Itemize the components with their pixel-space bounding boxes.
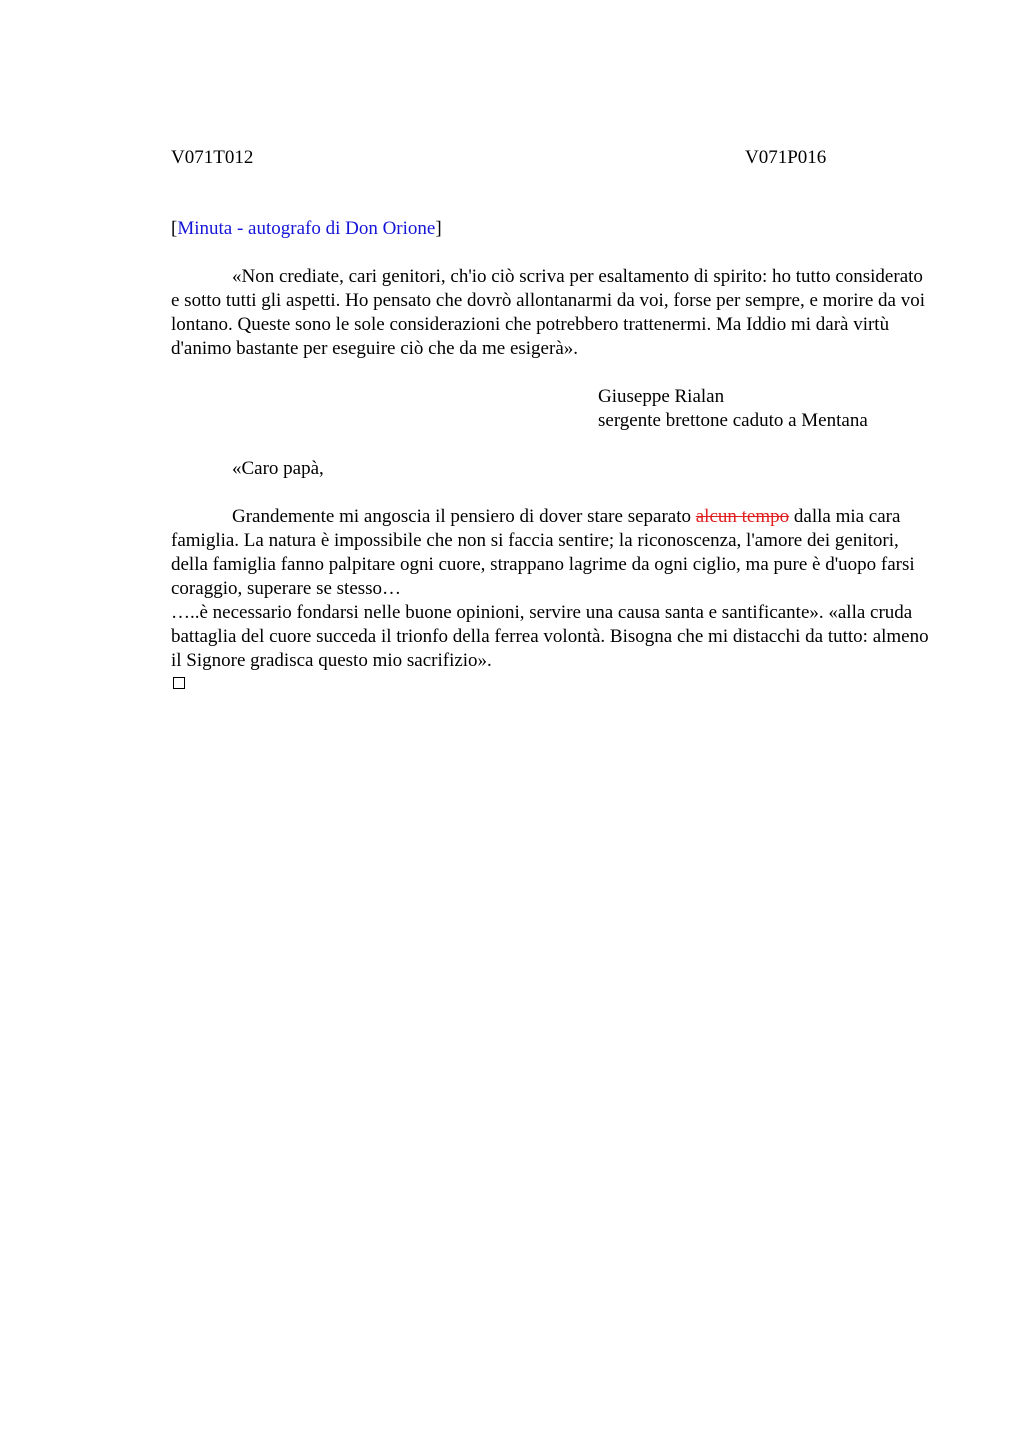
letter-salutation: «Caro papà,: [232, 458, 324, 479]
document-body: [171, 217, 929, 689]
deleted-text: alcun tempo: [695, 506, 790, 527]
quote-paragraph: «Non crediate, cari genitori, ch'io ciò scriva per esaltamento di spirito: ho tutto considerato e sotto tutti gli aspetti. Ho pensato che dovrò allontanarmi da voi, forse per sempre, e morire da voi lontano. Queste sono le sole considerazioni che potrebbero trattenermi. Ma Iddio mi darà virtù d'animo bastante per eseguire ciò che da me esigerà».: [171, 266, 925, 359]
signature-name: Giuseppe Rialan: [598, 386, 725, 407]
document-code-left: V071T012: [171, 147, 254, 168]
signature-role: sergente brettone caduto a Mentana: [598, 410, 868, 431]
letter-continuation: …..è necessario fondarsi nelle buone opinioni, servire una causa santa e santificante». «alla cruda battaglia del cuore succeda il trionfo della ferrea volontà. Bisogna che mi distacchi da tutto: almeno il Signore gradisca questo mio sacrifizio».: [171, 602, 929, 671]
signature-block: [598, 385, 929, 433]
document-code-right: V071P016: [745, 147, 827, 168]
empty-square-icon: [173, 677, 185, 689]
letter-text-start: Grandemente mi angoscia il pensiero di dover stare separato: [232, 506, 696, 527]
letter-paragraph: [171, 505, 929, 601]
note-open-bracket: [: [171, 218, 178, 239]
note-close-bracket: ]: [435, 218, 442, 239]
note-text: Minuta - autografo di Don Orione: [177, 218, 436, 239]
letter-text-end: dalla mia cara famiglia. La natura è impossibile che non si faccia sentire; la riconoscenza, l'amore dei genitori, della famiglia fanno palpitare ogni cuore, strappano lagrime da ogni ciglio, ma pure è d'uopo farsi coraggio, superare se stesso…: [171, 506, 915, 599]
editorial-note: [171, 217, 929, 241]
